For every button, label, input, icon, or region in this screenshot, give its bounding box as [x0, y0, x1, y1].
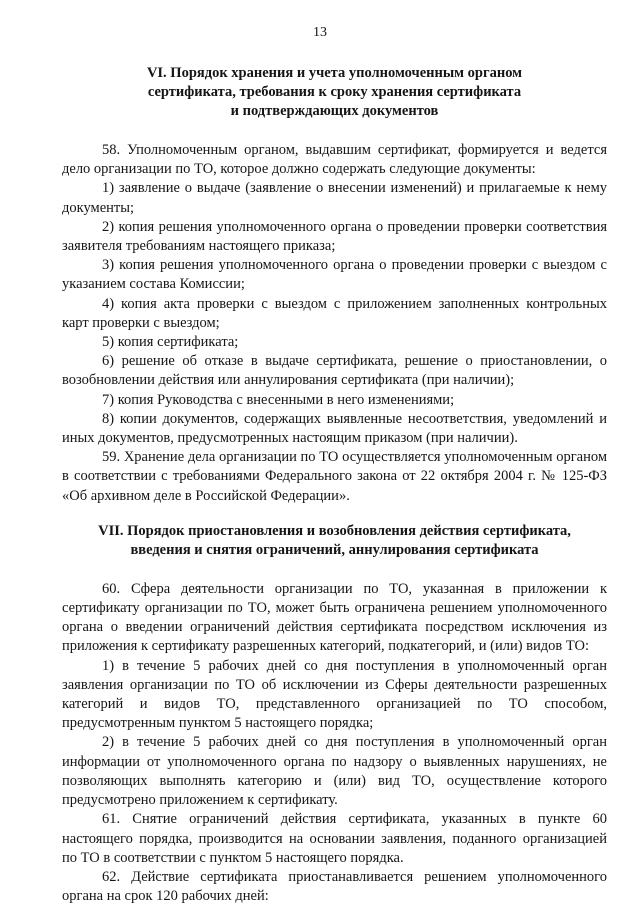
section-6-heading-line: VI. Порядок хранения и учета уполномоченным органом: [146, 65, 523, 81]
paragraph-61: 61. Снятие ограничений действия сертификата, указанных в пункте 60 настоящего порядка, производится на основании заявления, поданного организацией по ТО в соответствии с пунктом 5 настоящего порядка.: [62, 811, 607, 866]
list-item: 3) копия решения уполномоченного органа о проведении проверки с выездом с указанием состава Комиссии;: [62, 257, 607, 293]
list-item: 4) копия акта проверки с выездом с приложением заполненных контрольных карт проверки с выездом;: [62, 295, 607, 331]
paragraph-62: 62. Действие сертификата приостанавливается решением уполномоченного органа на срок 120 рабочих дней:: [62, 868, 607, 905]
list-item: 7) копия Руководства с внесенными в него изменениями;: [102, 391, 455, 408]
section-6-heading: [62, 64, 607, 121]
page-number: 13: [313, 25, 327, 40]
list-item: 6) решение об отказе в выдаче сертификата, решение о приостановлении, о возобновлении действия или аннулирования сертификата (при наличии);: [62, 353, 607, 389]
section-7-heading-line: VII. Порядок приостановления и возобновления действия сертификата,: [98, 522, 571, 539]
section-6-heading-line: и подтверждающих документов: [230, 103, 439, 119]
list-item: 1) в течение 5 рабочих дней со дня поступления в уполномоченный орган заявления организации по ТО об исключении из Сферы деятельности разрешенных категорий и видов ТО, представленного организацией по ТО способом, предусмотренным пунктом 5 настоящего порядка;: [62, 657, 607, 732]
section-7-heading-line: введения и снятия ограничений, аннулирования сертификата: [130, 541, 539, 558]
list-item: 2) копия решения уполномоченного органа о проведении проверки соответствия заявителя требованиям настоящего приказа;: [62, 218, 607, 255]
paragraph-58: 58. Уполномоченным органом, выдавшим сертификат, формируется и ведется дело организации по ТО, которое должно содержать следующие документы:: [62, 142, 607, 178]
list-item: 8) копии документов, содержащих выявленные несоответствия, уведомлений и иных документов, предусмотренных настоящим приказом (при наличии).: [62, 410, 607, 447]
paragraph-59: 59. Хранение дела организации по ТО осуществляется уполномоченным органом в соответствии с требованиями Федерального закона от 22 октября 2004 г. № 125-ФЗ «Об архивном деле в Российской Федерации».: [62, 449, 607, 504]
section-6-heading-line: сертификата, требования к сроку хранения сертификата: [147, 84, 522, 100]
list-item: 1) заявление о выдаче (заявление о внесении изменений) и прилагаемые к нему документы;: [62, 180, 607, 216]
list-item: 2) в течение 5 рабочих дней со дня поступления в уполномоченный орган информации от уполномоченного органа по надзору о выявленных нарушениях, не позволяющих выполнять категорию и (или) вид ТО, осуществление которого предусмотрено приложением к сертификату.: [62, 734, 607, 809]
page-content: [62, 64, 607, 906]
list-item: 5) копия сертификата;: [102, 334, 239, 351]
paragraph-60: 60. Сфера деятельности организации по ТО, указанная в приложении к сертификату организации по ТО, может быть ограничена решением уполномоченного органа о введении ограничений действия сертификата посредством исключения из приложения к сертификату разрешенных категорий, подкатегорий, и (или) видов ТО:: [62, 580, 607, 655]
section-7-heading: [62, 522, 607, 560]
